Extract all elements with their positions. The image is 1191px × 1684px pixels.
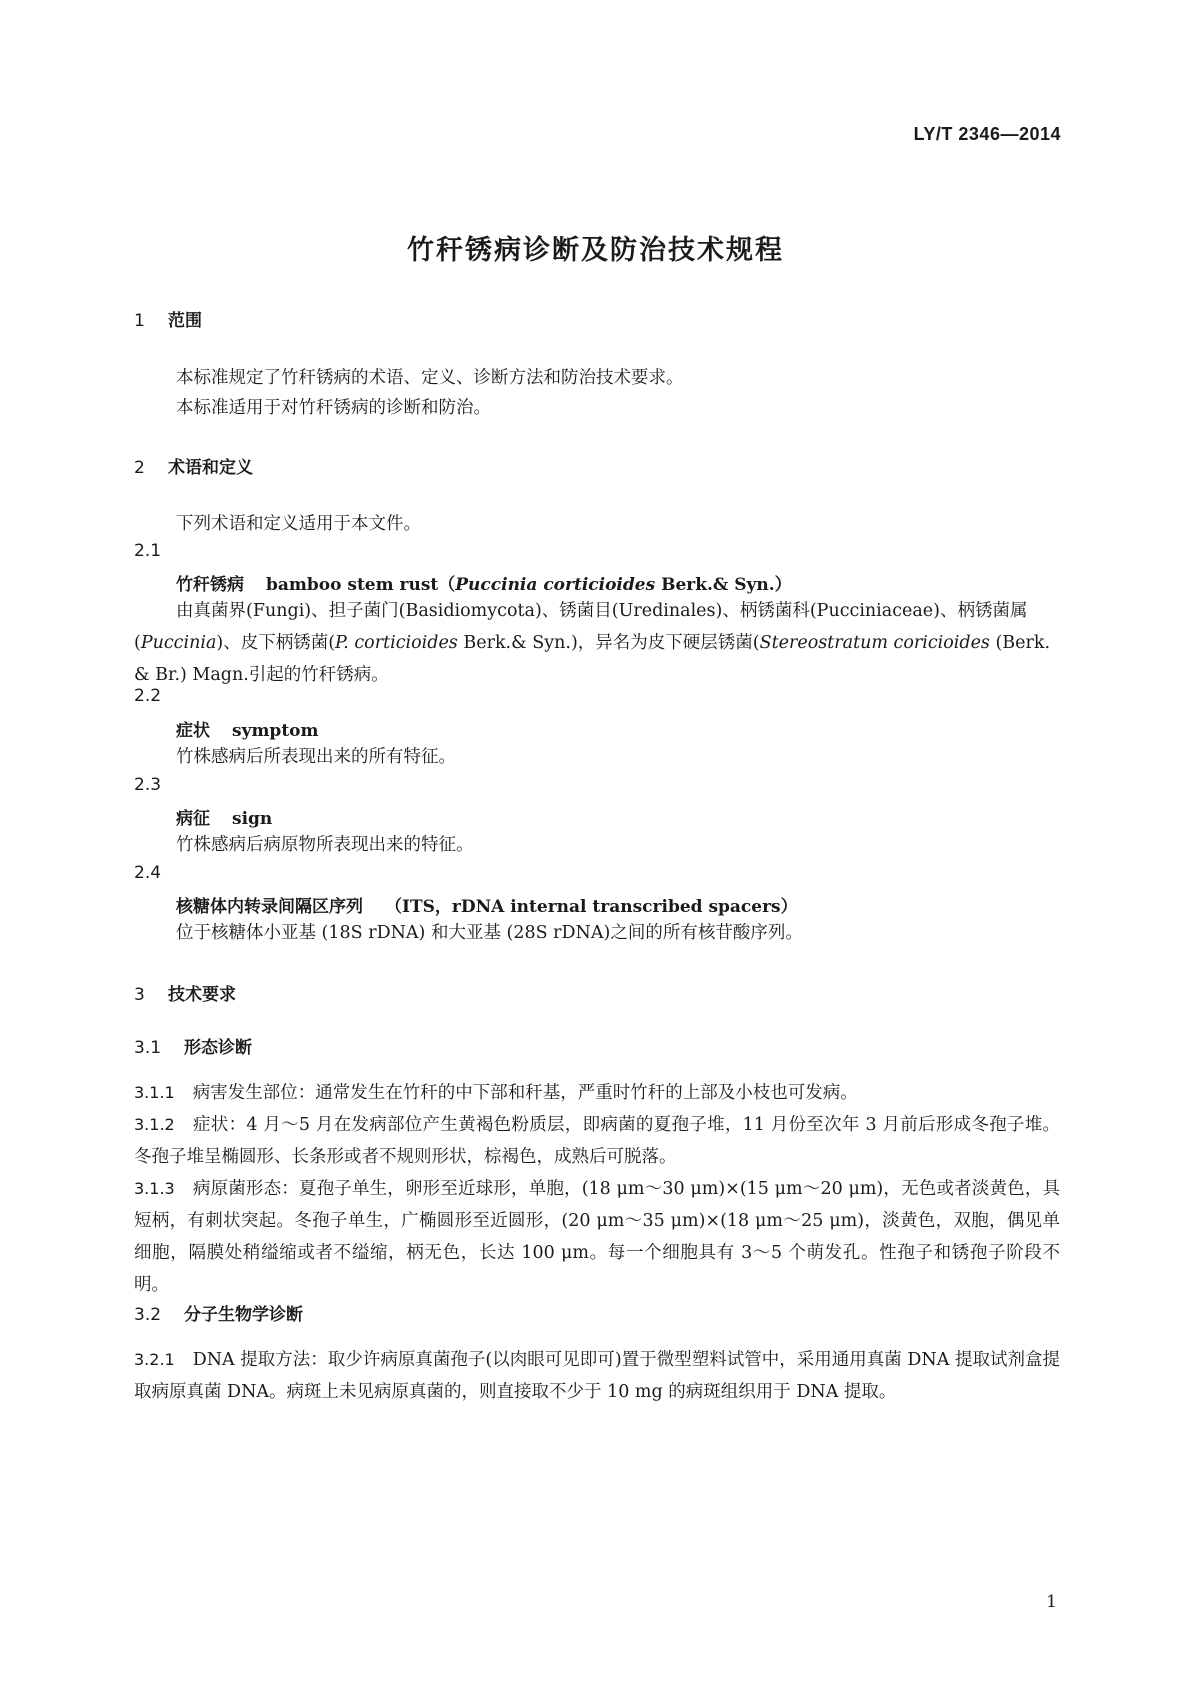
- term-authority: Berk.& Syn.）: [655, 575, 792, 595]
- term-english: bamboo stem rust（: [266, 575, 456, 595]
- term-chinese: 核糖体内转录间隔区序列: [176, 897, 363, 917]
- term-2-1: [176, 570, 792, 595]
- subsection-number: 3.1: [134, 1038, 162, 1058]
- subsection-number: 3.2: [134, 1305, 162, 1325]
- clause-3-1-2: [134, 1109, 1060, 1173]
- clause-3-1-3: [134, 1173, 1060, 1301]
- page-number: 1: [1046, 1592, 1057, 1612]
- section-number: 2: [134, 458, 145, 478]
- term-2-3: [176, 804, 272, 829]
- scope-paragraph-2: 本标准适用于对竹秆锈病的诊断和防治。: [176, 398, 491, 418]
- terms-intro: 下列术语和定义适用于本文件。: [176, 514, 421, 534]
- term-english: （ITS，rDNA internal transcribed spacers）: [385, 897, 798, 917]
- clause-3-1-1: [134, 1077, 1060, 1109]
- term-latin: Puccinia corticioides: [455, 575, 656, 595]
- clause-3-2-1: [134, 1344, 1060, 1408]
- subsection-3-2-heading: [134, 1300, 303, 1325]
- clause-text: DNA 提取方法：取少许病原真菌孢子(以肉眼可见即可)置于微型塑料试管中，采用通用真菌 DNA 提取试剂盒提取病原真菌 DNA。病斑上未见病原真菌的，则直接取不少于 10 mg 的病斑组织用于 DNA 提取。: [134, 1350, 1060, 1402]
- term-2-3-definition: 竹株感病后病原物所表现出来的特征。: [176, 835, 474, 855]
- subsection-3-1-heading: [134, 1033, 252, 1058]
- clause-text: 病害发生部位：通常发生在竹秆的中下部和秆基，严重时竹秆的上部及小枝也可发病。: [192, 1083, 858, 1103]
- section-2-heading: [134, 453, 253, 478]
- term-2-4-definition: 位于核糖体小亚基 (18S rDNA) 和大亚基 (28S rDNA)之间的所有核苷酸序列。: [176, 923, 803, 943]
- term-number: 2.4: [134, 863, 162, 883]
- term-number: 2.2: [134, 686, 162, 706]
- document-title: 竹秆锈病诊断及防治技术规程: [407, 235, 784, 266]
- clause-text: 病原菌形态：夏孢子单生，卵形至近球形，单胞，(18 μm～30 μm)×(15 μm～20 μm)，无色或者淡黄色，具短柄，有刺状突起。冬孢子单生，广椭圆形至近圆形，(20 μm～35 μm)×(18 μm～25 μm)，淡黄色，双胞，偶见单细胞，隔膜处稍缢缩或者不缢缩，柄无色，长达 100 μm。每一个细胞具有 3～5 个萌发孔。性孢子和锈孢子阶段不明。: [134, 1179, 1060, 1295]
- section-number: 3: [134, 985, 145, 1005]
- standard-code: LY/T 2346—2014: [913, 124, 1061, 144]
- clause-number: 3.1.2: [134, 1115, 175, 1134]
- term-2-2: [176, 716, 319, 741]
- term-2-2-definition: 竹株感病后所表现出来的所有特征。: [176, 747, 456, 767]
- subsection-title: 分子生物学诊断: [184, 1305, 303, 1325]
- term-number: 2.1: [134, 541, 162, 561]
- term-english: symptom: [232, 721, 319, 741]
- clause-number: 3.1.3: [134, 1179, 175, 1198]
- section-number: 1: [134, 311, 145, 331]
- clause-number: 3.2.1: [134, 1350, 175, 1369]
- term-number: 2.3: [134, 775, 162, 795]
- term-2-1-definition: 由真菌界(Fungi)、担子菌门(Basidiomycota)、锈菌目(Uredinales)、柄锈菌科(Pucciniaceae)、柄锈菌属(Puccinia)、皮下柄锈菌(P. corticioides Berk.& Syn.)，异名为皮下硬层锈菌(Stereostratum coricioides (Berk. & Br.) Magn.引起的竹秆锈病。: [134, 601, 1051, 685]
- subsection-title: 形态诊断: [184, 1038, 252, 1058]
- scope-paragraph-1: 本标准规定了竹秆锈病的术语、定义、诊断方法和防治技术要求。: [176, 368, 684, 388]
- term-2-4: [176, 892, 798, 917]
- term-chinese: 竹秆锈病: [176, 575, 244, 595]
- section-1-heading: [134, 306, 202, 331]
- section-title: 范围: [168, 311, 202, 331]
- term-english: sign: [232, 809, 273, 829]
- term-chinese: 症状: [176, 721, 210, 741]
- section-title: 技术要求: [168, 985, 236, 1005]
- clause-number: 3.1.1: [134, 1083, 175, 1102]
- section-title: 术语和定义: [168, 458, 253, 478]
- section-3-heading: [134, 980, 236, 1005]
- clause-text: 症状：4 月～5 月在发病部位产生黄褐色粉质层，即病菌的夏孢子堆，11 月份至次年 3 月前后形成冬孢子堆。冬孢子堆呈椭圆形、长条形或者不规则形状，棕褐色，成熟后可脱落。: [134, 1115, 1060, 1167]
- term-chinese: 病征: [176, 809, 210, 829]
